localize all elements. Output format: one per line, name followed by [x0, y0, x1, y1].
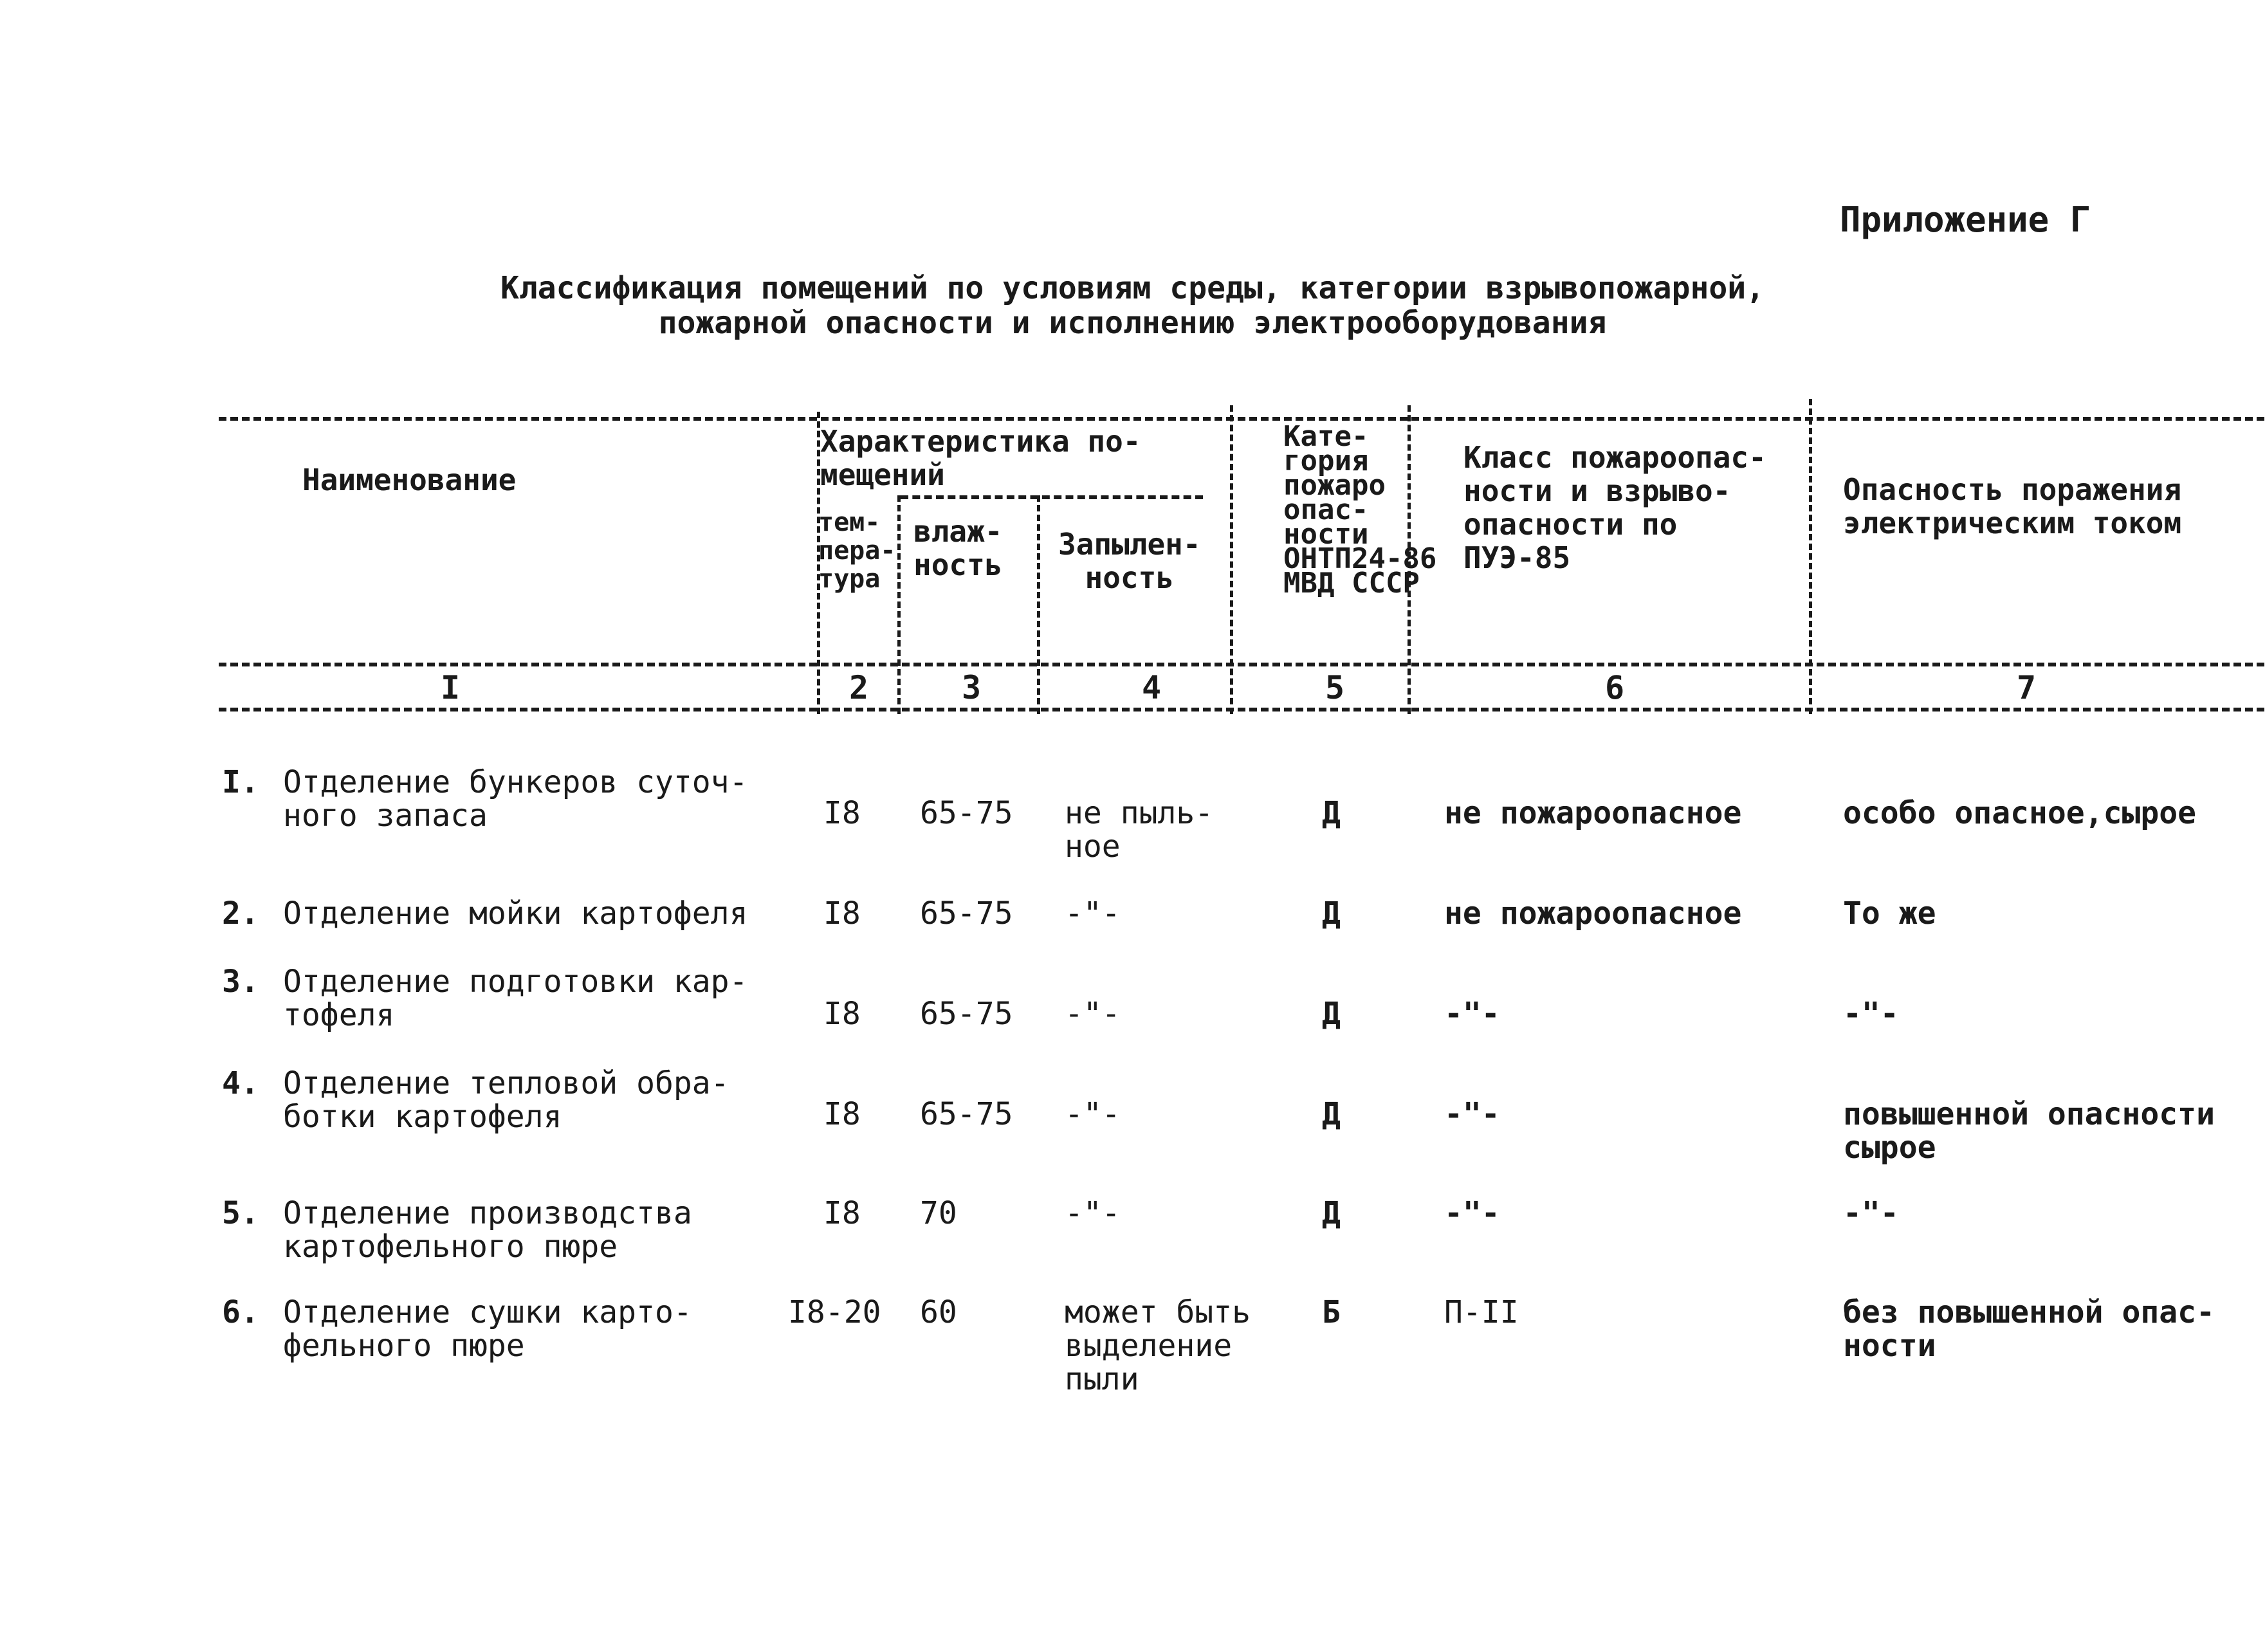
header-characteristics: Характеристика по- мещений	[820, 424, 1141, 492]
row-4-temp: I8	[823, 1096, 861, 1132]
row-3-temp: I8	[823, 996, 861, 1032]
header-name: Наименование	[302, 463, 517, 497]
table-top-rule	[219, 417, 2264, 421]
row-1-shock: особо опасное,сырое	[1843, 795, 2197, 831]
header-fire-class: Класс пожароопас- ности и взрыво- опасности по ПУЭ-85	[1463, 440, 1766, 575]
row-4-category: Д	[1322, 1096, 1341, 1132]
row-1-number: I.	[222, 764, 259, 800]
row-2-fire-class: не пожароопасное	[1444, 895, 1742, 932]
row-4-name: Отделение тепловой обра- ботки картофеля	[283, 1065, 729, 1135]
column-number-5: 5	[1325, 669, 1345, 706]
row-4-shock: повышенной опасности сырое	[1843, 1096, 2215, 1166]
row-6-fire-class: П-II	[1444, 1294, 1519, 1330]
row-1-fire-class: не пожароопасное	[1444, 795, 1742, 831]
column-number-1: I	[440, 669, 461, 706]
row-4-fire-class: -"-	[1444, 1096, 1500, 1132]
header-category: Кате- гория пожаро опас- ности ОНТП24-86 МВД СССР	[1283, 420, 1437, 600]
row-5-category: Д	[1322, 1195, 1341, 1231]
col-divider-6	[1809, 399, 1812, 714]
row-5-humidity: 70	[920, 1195, 957, 1231]
row-2-humidity: 65-75	[920, 895, 1013, 932]
row-3-name: Отделение подготовки кар- тофеля	[283, 964, 748, 1033]
header-temperature: тем- пера- тура	[818, 508, 896, 594]
row-2-category: Д	[1322, 895, 1341, 932]
row-5-dust: -"-	[1065, 1195, 1121, 1231]
row-2-shock: То же	[1843, 895, 1936, 932]
row-2-name: Отделение мойки картофеля	[283, 895, 748, 932]
header-dust: Запылен- ность	[1058, 527, 1201, 595]
row-6-dust: может быть выделение пыли	[1065, 1294, 1251, 1397]
row-5-shock: -"-	[1843, 1195, 1899, 1231]
row-6-temp: I8-20	[788, 1294, 881, 1330]
row-2-dust: -"-	[1065, 895, 1121, 932]
row-1-dust: не пыль- ное	[1065, 795, 1214, 865]
row-6-shock: без повышенной опас- ности	[1843, 1294, 2215, 1364]
row-5-name: Отделение производства картофельного пюре	[283, 1195, 692, 1265]
row-3-shock: -"-	[1843, 996, 1899, 1032]
column-number-6: 6	[1604, 669, 1625, 706]
header-bottom-rule	[219, 663, 2264, 666]
subheader-rule	[901, 495, 1203, 499]
numbers-bottom-rule	[219, 708, 2264, 711]
header-humidity: влаж- ность	[913, 514, 1003, 582]
row-3-fire-class: -"-	[1444, 996, 1500, 1032]
row-5-fire-class: -"-	[1444, 1195, 1500, 1231]
row-2-temp: I8	[823, 895, 861, 932]
col-divider-3	[1037, 495, 1040, 714]
appendix-label: Приложение Г	[1840, 199, 2091, 240]
row-4-humidity: 65-75	[920, 1096, 1013, 1132]
column-number-2: 2	[848, 669, 869, 706]
row-1-temp: I8	[823, 795, 861, 831]
column-number-3: 3	[961, 669, 982, 706]
row-4-dust: -"-	[1065, 1096, 1121, 1132]
row-3-category: Д	[1322, 996, 1341, 1032]
row-2-number: 2.	[222, 895, 259, 932]
col-divider-4	[1230, 405, 1233, 714]
row-3-dust: -"-	[1065, 996, 1121, 1032]
column-number-7: 7	[2016, 669, 2037, 706]
row-4-number: 4.	[222, 1065, 259, 1101]
row-6-name: Отделение сушки карто- фельного пюре	[283, 1294, 692, 1364]
row-5-number: 5.	[222, 1195, 259, 1231]
row-6-humidity: 60	[920, 1294, 957, 1330]
row-1-category: Д	[1322, 795, 1341, 831]
row-6-category: Б	[1322, 1294, 1341, 1330]
column-number-4: 4	[1141, 669, 1162, 706]
row-1-name: Отделение бункеров суточ- ного запаса	[283, 764, 748, 834]
row-5-temp: I8	[823, 1195, 861, 1231]
header-shock: Опасность поражения электрическим током	[1843, 472, 2182, 540]
row-3-number: 3.	[222, 964, 259, 1000]
row-3-humidity: 65-75	[920, 996, 1013, 1032]
title-line-1: Классификация помещений по условиям среды, категории взрывопожарной,	[500, 270, 1765, 306]
row-1-humidity: 65-75	[920, 795, 1013, 831]
row-6-number: 6.	[222, 1294, 259, 1330]
title-line-2: пожарной опасности и исполнению электрооборудования	[658, 305, 1607, 341]
col-divider-2	[897, 495, 901, 714]
